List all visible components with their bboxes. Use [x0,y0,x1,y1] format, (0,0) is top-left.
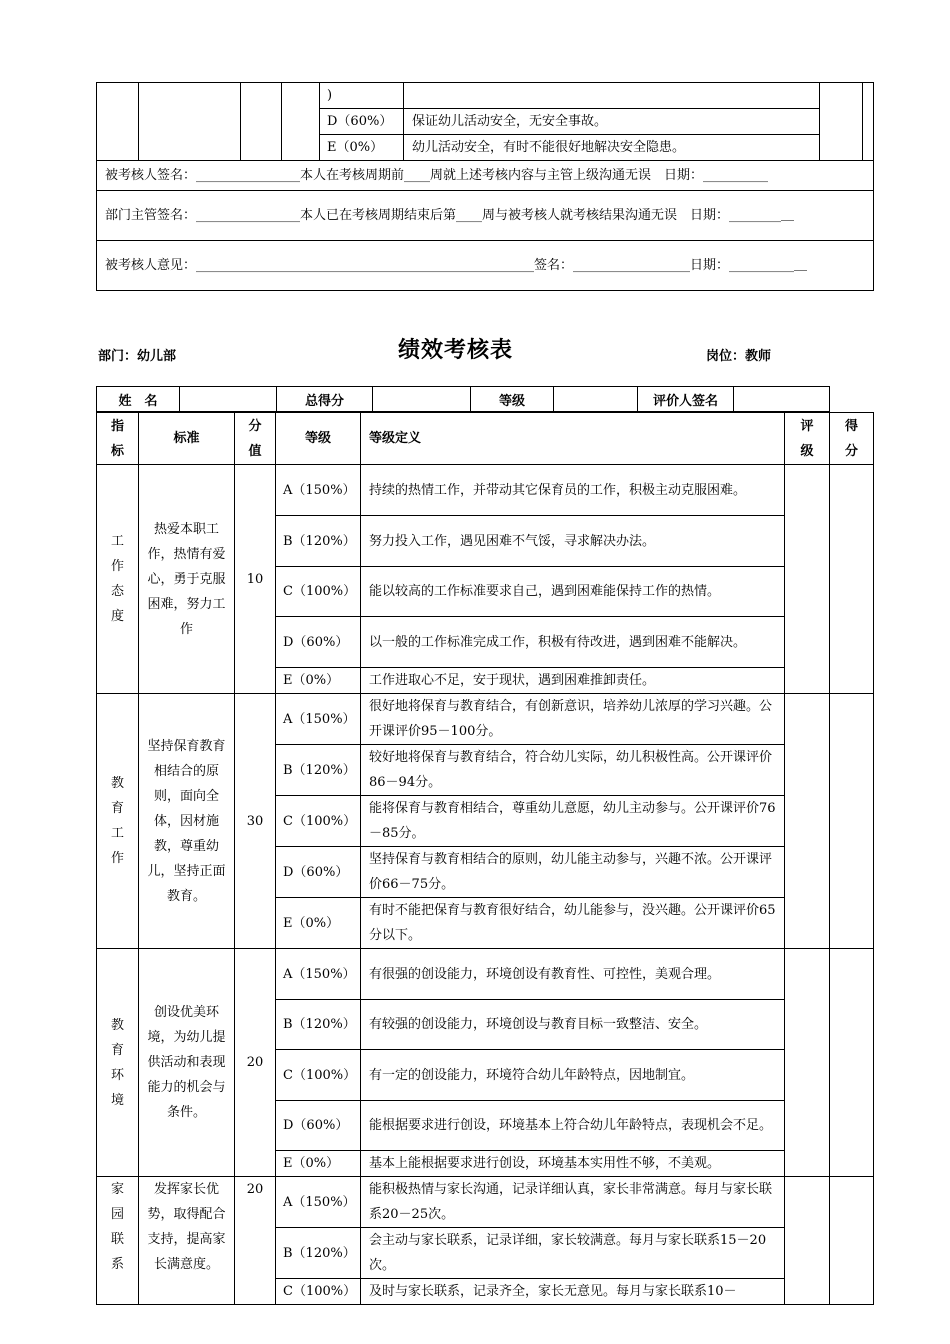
header-info-table [96,386,830,412]
level-cell: C（100%） [276,1050,361,1101]
indicator-cell: 教育工作 [97,694,139,949]
points-cell[interactable] [830,1177,874,1305]
standard-cell: 热爱本职工作，热情有爱心，勇于克服困难，努力工作 [139,465,235,694]
name-value[interactable] [180,387,277,412]
score-cell: 30 [235,694,276,949]
definition-cell: 基本上能根据要求进行创设，环境基本实用性不够，不美观。 [361,1151,785,1177]
definition-cell: 会主动与家长联系，记录详细，家长较满意。每月与家长联系15－20次。 [361,1228,785,1279]
indicator-cell: 家园联系 [97,1177,139,1305]
fragment-definition-cell: 幼儿活动安全，有时不能很好地解决安全隐患。 [404,135,820,161]
fragment-blank-cell [282,83,320,161]
rating-cell[interactable] [785,949,830,1177]
col-definition-header: 等级定义 [361,413,785,465]
definition-cell: 较好地将保育与教育结合，符合幼儿实际，幼儿积极性高。公开课评价86－94分。 [361,745,785,796]
grade-label: 等级 [471,387,554,412]
indicator-cell: 工作态度 [97,465,139,694]
fragment-definition-cell: 保证幼儿活动安全，无安全事故。 [404,109,820,135]
fragment-rating-cell [820,83,863,161]
department-label: 部门：幼儿部 [98,349,177,364]
definition-cell: 工作进取心不足，安于现状，遇到困难推卸责任。 [361,668,785,694]
grade-value[interactable] [554,387,638,412]
position-label: 岗位：教师 [706,349,772,364]
col-rating-header: 评级 [785,413,830,465]
rating-cell[interactable] [785,465,830,694]
reviewee-opinion-line: 被考核人意见：____________________________________________________签名：__________________日期：__________＿ [97,241,874,291]
level-cell: E（0%） [276,898,361,949]
level-cell: D（60%） [276,1101,361,1151]
level-cell: D（60%） [276,847,361,898]
level-cell: C（100%） [276,796,361,847]
standard-cell: 创设优美环境，为幼儿提供活动和表现能力的机会与条件。 [139,949,235,1177]
reviewee-signature-line: 被考核人签名：________________本人在考核周期前____周就上述考核内容与主管上级沟通无误 日期：__________ [97,161,874,191]
definition-cell: 很好地将保育与教育结合，有创新意识，培养幼儿浓厚的学习兴趣。公开课评价95－100分。 [361,694,785,745]
rating-cell[interactable] [785,694,830,949]
definition-cell: 努力投入工作，遇见困难不气馁，寻求解决办法。 [361,516,785,567]
level-cell: C（100%） [276,1279,361,1305]
definition-cell: 坚持保育与教育相结合的原则，幼儿能主动参与，兴趣不浓。公开课评价66－75分。 [361,847,785,898]
definition-cell: 能根据要求进行创设，环境基本上符合幼儿年龄特点，表现机会不足。 [361,1101,785,1151]
score-cell: 20 [235,1177,276,1305]
definition-cell: 以一般的工作标准完成工作，积极有待改进，遇到困难不能解决。 [361,617,785,668]
level-cell: C（100%） [276,567,361,617]
score-cell: 20 [235,949,276,1177]
signer-value[interactable] [734,387,830,412]
fragment-score-cell [241,83,282,161]
points-cell[interactable] [830,465,874,694]
level-cell: B（120%） [276,1000,361,1050]
col-score-header: 分值 [235,413,276,465]
fragment-indicator-cell [97,83,139,161]
col-points-header: 得分 [830,413,874,465]
definition-cell: 能将保育与教育相结合，尊重幼儿意愿，幼儿主动参与。公开课评价76－85分。 [361,796,785,847]
standard-cell: 发挥家长优势，取得配合支持，提高家长满意度。 [139,1177,235,1305]
fragment-points-cell [863,83,874,161]
fragment-definition-cell [404,83,820,109]
total-score-label: 总得分 [277,387,373,412]
indicator-cell: 教育环境 [97,949,139,1177]
definition-cell: 有较强的创设能力，环境创设与教育目标一致整洁、安全。 [361,1000,785,1050]
fragment-level-cell: ) [320,83,404,109]
standard-cell: 坚持保育教育相结合的原则，面向全体，因材施教，尊重幼儿，坚持正面教育。 [139,694,235,949]
supervisor-signature-line: 部门主管签名：________________本人已在考核周期结束后第____周与被考核人就考核结果沟通无误 日期：________＿ [97,191,874,241]
level-cell: A（150%） [276,949,361,1000]
fragment-standard-cell [139,83,241,161]
definition-cell: 有很强的创设能力，环境创设有教育性、可控性，美观合理。 [361,949,785,1000]
total-score-value[interactable] [373,387,471,412]
points-cell[interactable] [830,949,874,1177]
previous-form-fragment [96,82,874,291]
name-label: 姓 名 [97,387,180,412]
col-level-header: 等级 [276,413,361,465]
score-cell: 10 [235,465,276,694]
definition-cell: 持续的热情工作，并带动其它保育员的工作，积极主动克服困难。 [361,465,785,516]
col-indicator-header: 指标 [97,413,139,465]
evaluation-table [96,412,874,1305]
definition-cell: 及时与家长联系，记录齐全，家长无意见。每月与家长联系10－ [361,1279,785,1305]
definition-cell: 能以较高的工作标准要求自己，遇到困难能保持工作的热情。 [361,567,785,617]
level-cell: B（120%） [276,1228,361,1279]
level-cell: D（60%） [276,617,361,668]
level-cell: E（0%） [276,668,361,694]
definition-cell: 有时不能把保育与教育很好结合，幼儿能参与，没兴趣。公开课评价65分以下。 [361,898,785,949]
signer-label: 评价人签名 [638,387,734,412]
definition-cell: 有一定的创设能力，环境符合幼儿年龄特点，因地制宜。 [361,1050,785,1101]
fragment-level-cell: E（0%） [320,135,404,161]
fragment-level-cell: D（60%） [320,109,404,135]
rating-cell[interactable] [785,1177,830,1305]
level-cell: A（150%） [276,465,361,516]
page-title: 绩效考核表 [398,338,514,363]
definition-cell: 能积极热情与家长沟通，记录详细认真，家长非常满意。每月与家长联系20－25次。 [361,1177,785,1228]
level-cell: A（150%） [276,1177,361,1228]
level-cell: E（0%） [276,1151,361,1177]
points-cell[interactable] [830,694,874,949]
col-standard-header: 标准 [139,413,235,465]
level-cell: A（150%） [276,694,361,745]
level-cell: B（120%） [276,745,361,796]
level-cell: B（120%） [276,516,361,567]
